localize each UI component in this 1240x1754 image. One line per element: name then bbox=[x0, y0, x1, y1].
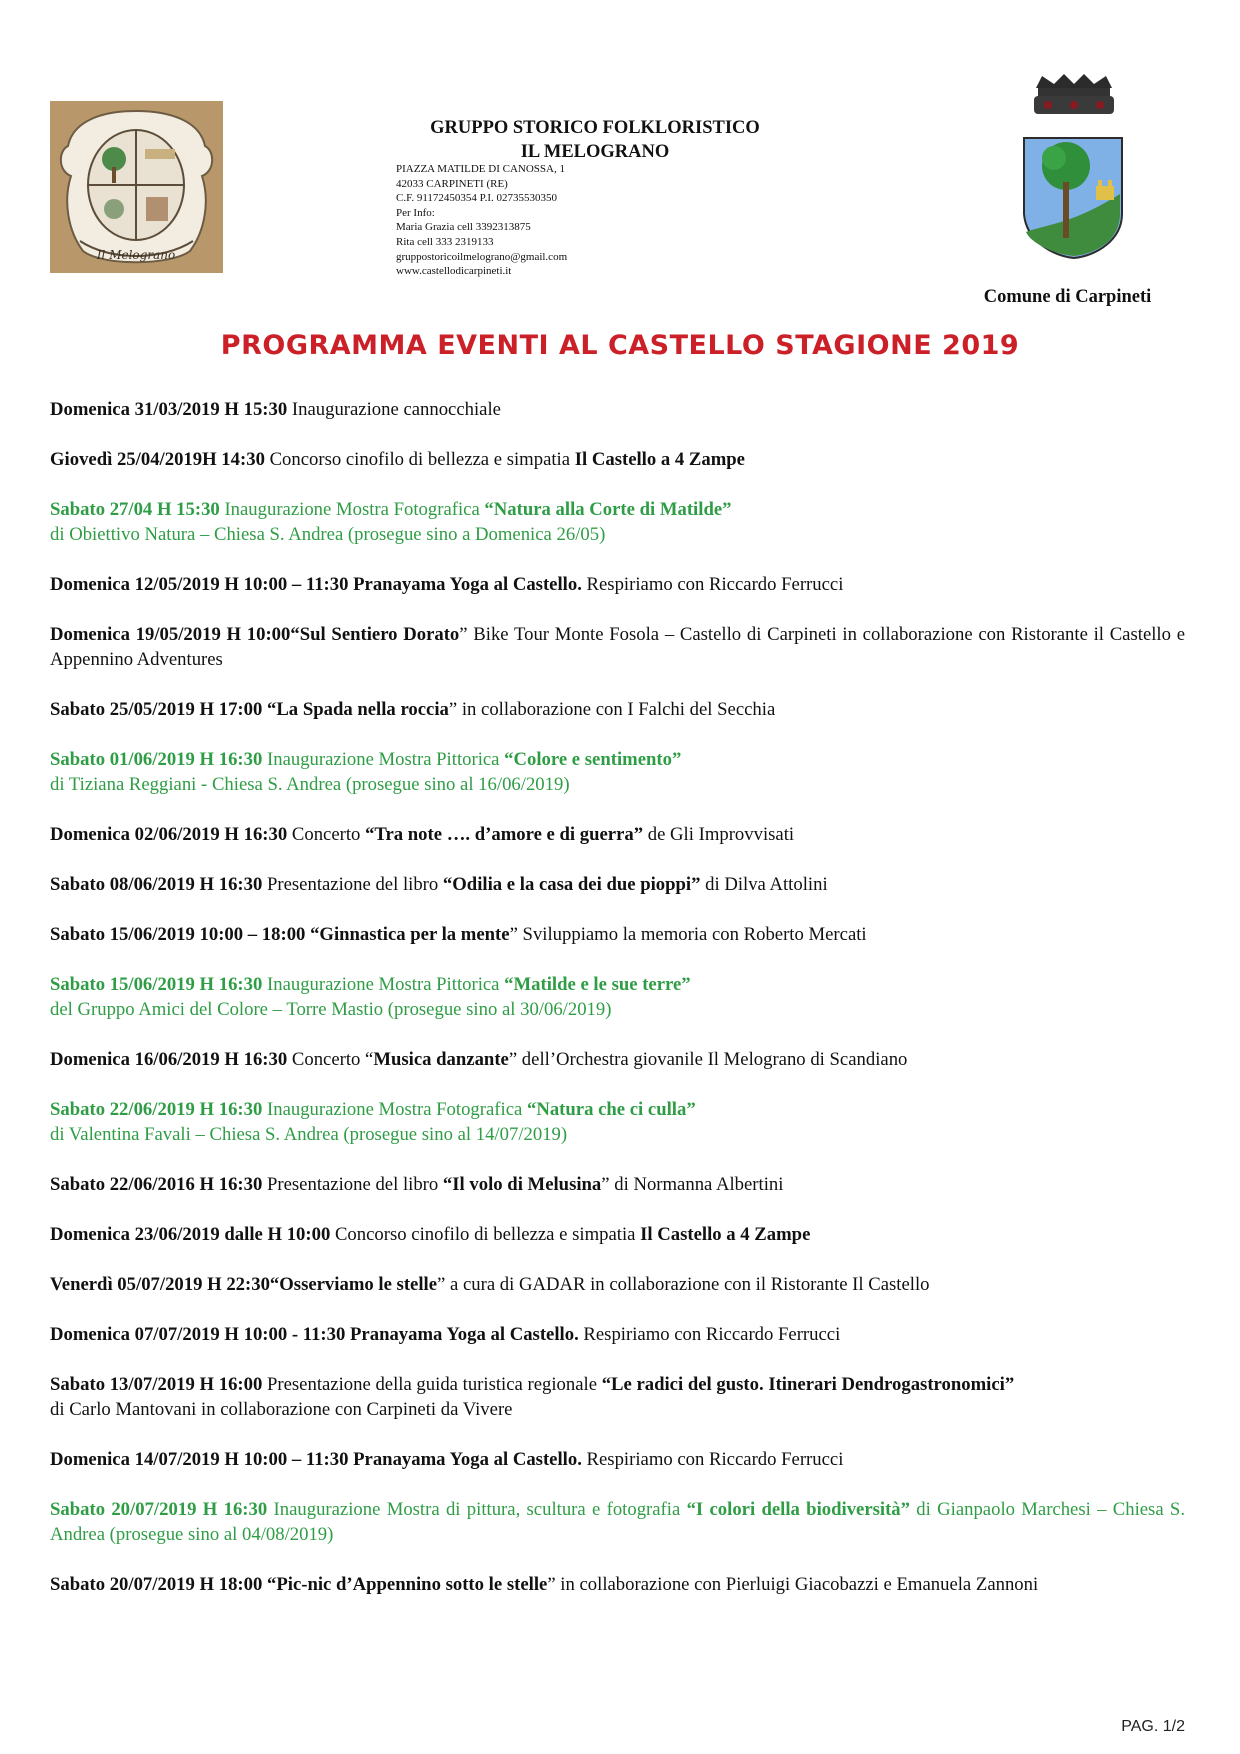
event-text: Inaugurazione Mostra Pittorica bbox=[262, 749, 505, 770]
event-item bbox=[50, 1497, 1185, 1547]
org-name-line1: GRUPPO STORICO FOLKLORISTICO bbox=[430, 118, 760, 138]
event-text: ” di Normanna Albertini bbox=[601, 1174, 784, 1195]
event-highlight: “Odilia e la casa dei due pioppi” bbox=[442, 874, 701, 895]
event-text: Respiriamo con Riccardo Ferrucci bbox=[581, 1449, 844, 1470]
event-text: di Dilva Attolini bbox=[700, 874, 828, 895]
org-name-line2: IL MELOGRANO bbox=[520, 142, 670, 162]
event-text: Presentazione della guida turistica regionale bbox=[262, 1374, 602, 1395]
event-highlight: “Tra note …. d’amore e di guerra” bbox=[365, 824, 644, 845]
event-item bbox=[50, 1322, 1185, 1347]
event-text: Inaugurazione Mostra di pittura, scultura e fotografia bbox=[267, 1499, 687, 1520]
event-highlight: Sabato 01/06/2019 H 16:30 bbox=[50, 749, 263, 770]
event-text: ” in collaborazione con I Falchi del Secchia bbox=[448, 699, 776, 720]
org-contact-info bbox=[396, 162, 567, 279]
event-highlight: Sabato 15/06/2019 10:00 – 18:00 “Ginnastica per la mente bbox=[50, 924, 510, 945]
event-highlight: Domenica 19/05/2019 H 10:00“Sul Sentiero Dorato bbox=[50, 624, 460, 645]
org-info-line: gruppostoricoilmelograno@gmail.com bbox=[396, 250, 568, 263]
org-title bbox=[380, 116, 810, 164]
event-item bbox=[50, 922, 1185, 947]
event-item bbox=[50, 1447, 1185, 1472]
event-highlight: Sabato 27/04 H 15:30 bbox=[50, 499, 220, 520]
event-text: Concerto “ bbox=[287, 1049, 374, 1070]
event-highlight: “Colore e sentimento” bbox=[504, 749, 682, 770]
event-text: di Carlo Mantovani in collaborazione con Carpineti da Vivere bbox=[50, 1399, 513, 1420]
event-highlight: Sabato 22/06/2019 H 16:30 bbox=[50, 1099, 263, 1120]
event-item bbox=[50, 697, 1185, 722]
org-info-line: C.F. 91172450354 P.I. 02735530350 bbox=[396, 192, 557, 205]
svg-text:Il Melograno: Il Melograno bbox=[96, 248, 176, 262]
org-info-line: www.castellodicarpineti.it bbox=[396, 265, 512, 278]
event-item bbox=[50, 622, 1185, 672]
event-highlight: Musica danzante bbox=[373, 1049, 509, 1070]
event-highlight: “Matilde e le sue terre” bbox=[504, 974, 691, 995]
event-highlight: Sabato 13/07/2019 H 16:00 bbox=[50, 1374, 263, 1395]
event-text: di Valentina Favali – Chiesa S. Andrea (prosegue sino al 14/07/2019) bbox=[50, 1124, 568, 1145]
event-item bbox=[50, 872, 1185, 897]
event-text: Presentazione del libro bbox=[262, 1174, 443, 1195]
event-text: de Gli Improvvisati bbox=[643, 824, 795, 845]
event-text: Respiriamo con Riccardo Ferrucci bbox=[578, 1324, 841, 1345]
event-highlight: Sabato 15/06/2019 H 16:30 bbox=[50, 974, 263, 995]
event-text: Presentazione del libro bbox=[262, 874, 443, 895]
event-item bbox=[50, 1222, 1185, 1247]
event-item bbox=[50, 747, 1185, 797]
event-highlight: Sabato 25/05/2019 H 17:00 “La Spada nella roccia bbox=[50, 699, 449, 720]
event-text: ” dell’Orchestra giovanile Il Melograno di Scandiano bbox=[508, 1049, 908, 1070]
org-info-line: Per Info: bbox=[396, 206, 435, 219]
event-highlight: Sabato 20/07/2019 H 16:30 bbox=[50, 1499, 268, 1520]
event-text: ” in collaborazione con Pierluigi Giacobazzi e Emanuela Zannoni bbox=[547, 1574, 1039, 1595]
event-text: ” Bike Tour Monte Fosola – Castello di Carpineti in collaborazione con Ristorante il Castello e Appennino Adventures bbox=[50, 624, 1185, 670]
melograno-logo bbox=[50, 101, 223, 273]
event-highlight: Giovedì 25/04/2019H 14:30 bbox=[50, 449, 265, 470]
event-text: del Gruppo Amici del Colore – Torre Mastio (prosegue sino al 30/06/2019) bbox=[50, 999, 612, 1020]
page-number: PAG. 1/2 bbox=[1121, 1718, 1185, 1735]
event-item bbox=[50, 1097, 1185, 1147]
event-highlight: “Natura alla Corte di Matilde” bbox=[484, 499, 732, 520]
event-highlight: “Le radici del gusto. Itinerari Dendrogastronomici” bbox=[601, 1374, 1015, 1395]
event-text: Inaugurazione Mostra Pittorica bbox=[262, 974, 505, 995]
event-text: Concorso cinofilo di bellezza e simpatia bbox=[264, 449, 575, 470]
event-highlight: Il Castello a 4 Zampe bbox=[640, 1224, 811, 1245]
event-highlight: Domenica 23/06/2019 dalle H 10:00 bbox=[50, 1224, 331, 1245]
event-item bbox=[50, 1272, 1185, 1297]
event-text: Concerto bbox=[287, 824, 366, 845]
event-highlight: Domenica 31/03/2019 H 15:30 bbox=[50, 399, 288, 420]
event-text: ” Sviluppiamo la memoria con Roberto Mercati bbox=[509, 924, 867, 945]
event-highlight: Domenica 07/07/2019 H 10:00 - 11:30 Pranayama Yoga al Castello. bbox=[50, 1324, 579, 1345]
event-item bbox=[50, 822, 1185, 847]
event-highlight: “I colori della biodiversità” bbox=[686, 1499, 910, 1520]
event-text: di Obiettivo Natura – Chiesa S. Andrea (prosegue sino a Domenica 26/05) bbox=[50, 524, 606, 545]
event-highlight: Domenica 14/07/2019 H 10:00 – 11:30 Pranayama Yoga al Castello. bbox=[50, 1449, 582, 1470]
event-text: di Gianpaolo Marchesi – Chiesa S. Andrea (prosegue sino al 04/08/2019) bbox=[50, 1499, 1185, 1545]
event-text: Concorso cinofilo di bellezza e simpatia bbox=[330, 1224, 641, 1245]
event-item bbox=[50, 1372, 1185, 1422]
page-title: PROGRAMMA EVENTI AL CASTELLO STAGIONE 2019 bbox=[220, 330, 1020, 361]
event-text: di Tiziana Reggiani - Chiesa S. Andrea (prosegue sino al 16/06/2019) bbox=[50, 774, 570, 795]
event-item bbox=[50, 447, 1185, 472]
event-item bbox=[50, 1572, 1185, 1597]
org-info-line: Maria Grazia cell 3392313875 bbox=[396, 221, 531, 234]
event-highlight: Sabato 22/06/2016 H 16:30 bbox=[50, 1174, 263, 1195]
event-item bbox=[50, 572, 1185, 597]
event-text: Inaugurazione cannocchiale bbox=[287, 399, 501, 420]
event-highlight: “Natura che ci culla” bbox=[526, 1099, 696, 1120]
event-item bbox=[50, 397, 1185, 422]
org-info-line: 42033 CARPINETI (RE) bbox=[396, 177, 508, 190]
event-highlight: “Il volo di Melusina bbox=[442, 1174, 602, 1195]
event-item bbox=[50, 1172, 1185, 1197]
event-highlight: Domenica 16/06/2019 H 16:30 bbox=[50, 1049, 288, 1070]
event-text: Inaugurazione Mostra Fotografica bbox=[262, 1099, 527, 1120]
org-info-line: Rita cell 333 2319133 bbox=[396, 235, 494, 248]
event-item bbox=[50, 497, 1185, 547]
org-info-line: PIAZZA MATILDE DI CANOSSA, 1 bbox=[396, 163, 565, 175]
comune-label: Comune di Carpineti bbox=[983, 287, 1152, 307]
event-text: Inaugurazione Mostra Fotografica bbox=[219, 499, 485, 520]
event-highlight: Il Castello a 4 Zampe bbox=[574, 449, 745, 470]
event-highlight: Domenica 02/06/2019 H 16:30 bbox=[50, 824, 288, 845]
event-highlight: Sabato 20/07/2019 H 18:00 “Pic-nic d’Appennino sotto le stelle bbox=[50, 1574, 548, 1595]
event-text: ” a cura di GADAR in collaborazione con il Ristorante Il Castello bbox=[437, 1274, 930, 1295]
coat-of-arms-icon bbox=[1018, 74, 1130, 260]
event-item bbox=[50, 1047, 1185, 1072]
event-highlight: Venerdì 05/07/2019 H 22:30“Osserviamo le stelle bbox=[50, 1274, 438, 1295]
event-text: Respiriamo con Riccardo Ferrucci bbox=[581, 574, 844, 595]
events-list bbox=[50, 397, 1185, 1622]
event-highlight: Sabato 08/06/2019 H 16:30 bbox=[50, 874, 263, 895]
event-highlight: Domenica 12/05/2019 H 10:00 – 11:30 Pranayama Yoga al Castello. bbox=[50, 574, 582, 595]
event-item bbox=[50, 972, 1185, 1022]
